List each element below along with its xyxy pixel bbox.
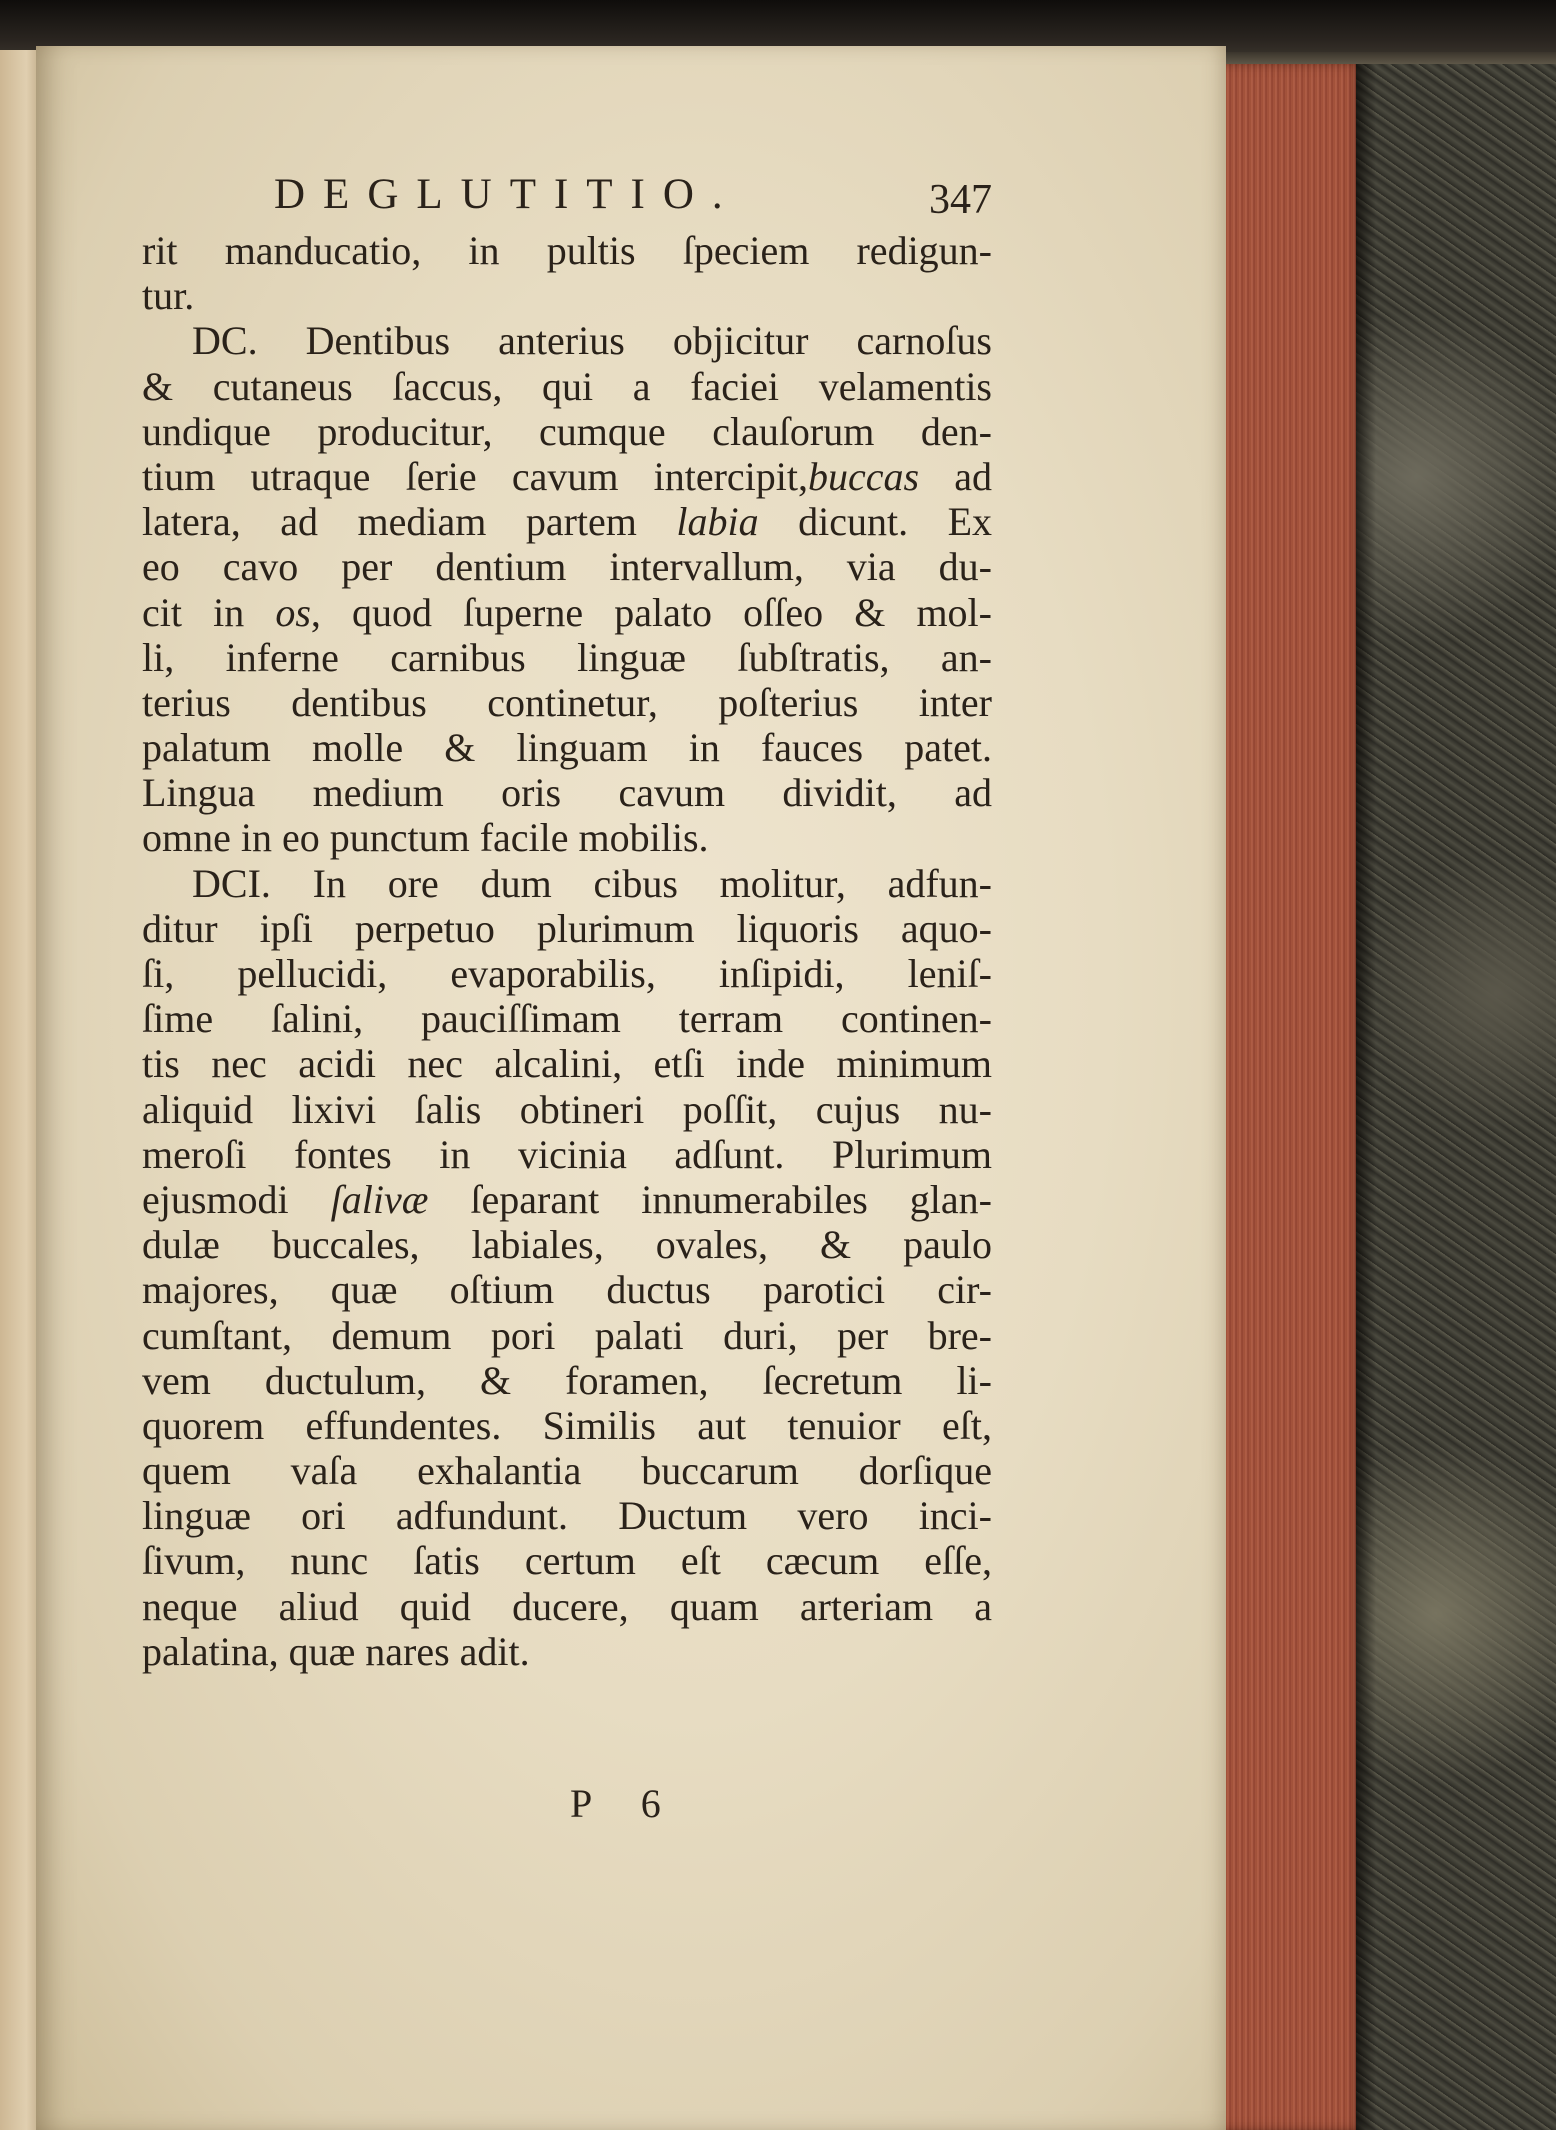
text-line: [142, 590, 992, 635]
signature-mark: P 6: [570, 1781, 681, 1826]
running-head: [142, 168, 992, 228]
italic-term: os: [275, 589, 311, 635]
text-line: ditur ipſi perpetuo plurimum liquoris aquo-: [142, 905, 992, 951]
page-number: 347: [929, 177, 992, 223]
text-line: palatina, quæ nares adit.: [142, 1628, 530, 1674]
text-line: rit manducatio, in pultis ſpeciem redigun-: [142, 228, 992, 273]
text-line: tis nec acidi nec alcalini, etſi inde minimum: [142, 1041, 992, 1087]
text-segment: tium utraque ſerie cavum intercipit,: [142, 453, 808, 499]
text-line: linguæ ori adfundunt. Ductum vero inci-: [142, 1493, 992, 1539]
italic-term: ſalivæ: [330, 1176, 429, 1222]
text-line: [142, 454, 992, 499]
text-line: DC. Dentibus anterius objicitur carnoſus: [192, 318, 992, 364]
text-line: undique producitur, cumque clauſorum den-: [142, 408, 992, 454]
text-segment: ad: [919, 453, 992, 499]
text-segment: ejusmodi: [142, 1176, 331, 1222]
text-line: eo cavo per dentium intervallum, via du-: [142, 544, 992, 590]
marbled-cover-board: [1356, 64, 1556, 2130]
text-line: neque aliud quid ducere, quam arteriam a: [142, 1583, 992, 1629]
body-text: [142, 228, 992, 1674]
text-line: dulæ buccales, labiales, ovales, & paulo: [142, 1222, 992, 1268]
text-line: ſime ſalini, pauciſſimam terram continen-: [142, 996, 992, 1042]
text-line: Lingua medium oris cavum dividit, ad: [142, 770, 992, 816]
text-segment: , quod ſuperne palato oſſeo & mol-: [310, 589, 992, 635]
text-segment: ſeparant innumerabiles glan-: [428, 1176, 992, 1222]
text-line: cumſtant, demum pori palati duri, per bre-: [142, 1312, 992, 1358]
page-text-block: [142, 168, 992, 1674]
text-line: tur.: [142, 273, 195, 319]
text-segment: cit in: [142, 589, 276, 635]
running-head-title: DEGLUTITIO.: [274, 171, 741, 218]
text-line: terius dentibus continetur, poſterius inter: [142, 679, 992, 725]
text-line: aliquid lixivi ſalis obtineri poſſit, cujus nu-: [142, 1086, 992, 1132]
text-line: [142, 499, 992, 544]
italic-term: buccas: [808, 453, 920, 499]
text-line: li, inferne carnibus linguæ ſubſtratis, an-: [142, 634, 992, 680]
text-line: DCI. In ore dum cibus molitur, adfun-: [192, 860, 992, 906]
text-line: palatum molle & linguam in fauces patet.: [142, 725, 992, 771]
text-line: meroſi fontes in vicinia adſunt. Plurimum: [142, 1131, 992, 1177]
text-line: quorem effundentes. Similis aut tenuior eſt,: [142, 1402, 992, 1448]
text-line: omne in eo punctum facile mobilis.: [142, 815, 709, 861]
text-segment: dicunt. Ex: [758, 499, 992, 545]
italic-term: labia: [676, 499, 759, 545]
text-segment: latera, ad mediam partem: [142, 499, 677, 545]
text-line: [142, 1177, 992, 1222]
text-line: majores, quæ oſtium ductus parotici cir-: [142, 1267, 992, 1313]
text-line: ſivum, nunc ſatis certum eſt cæcum eſſe,: [142, 1538, 992, 1584]
text-line: quem vaſa exhalantia buccarum dorſique: [142, 1448, 992, 1494]
text-line: & cutaneus ſaccus, qui a faciei velamentis: [142, 363, 992, 409]
text-line: vem ductulum, & foramen, ſecretum li-: [142, 1357, 992, 1403]
text-line: ſi, pellucidi, evaporabilis, inſipidi, leniſ-: [142, 951, 992, 996]
cover-shadow: [1356, 64, 1376, 2130]
